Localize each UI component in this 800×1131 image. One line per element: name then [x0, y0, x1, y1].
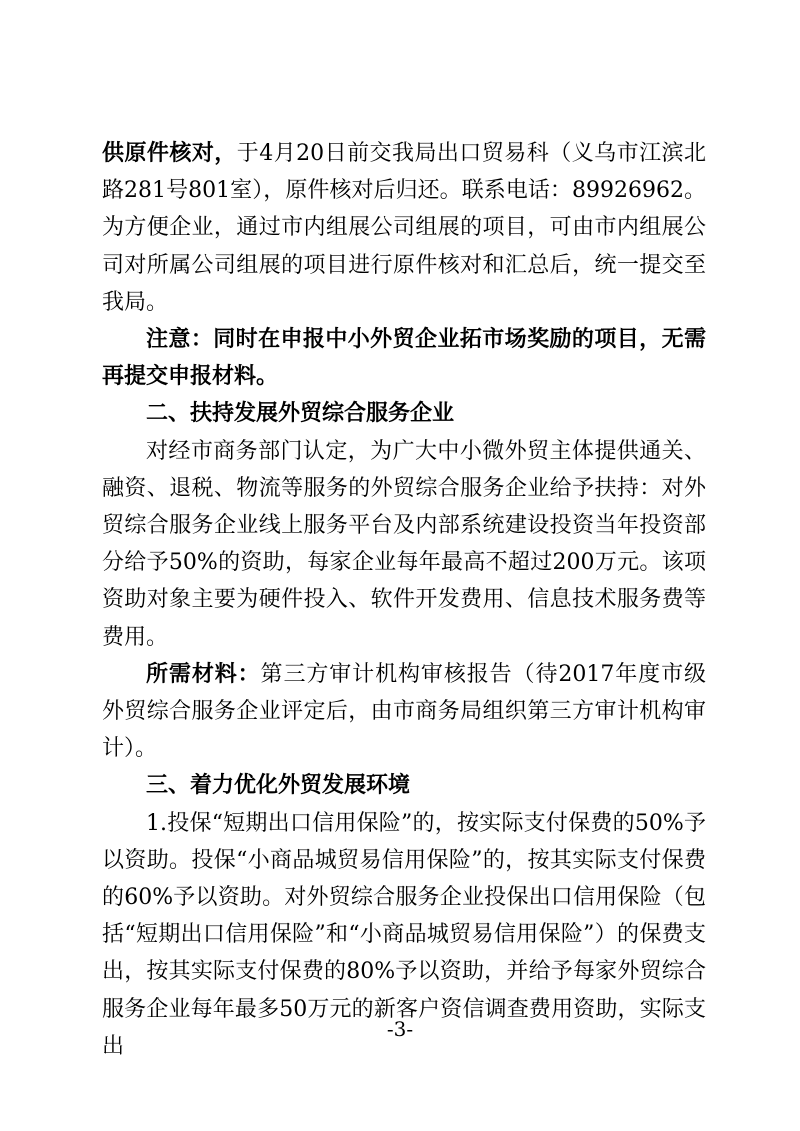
paragraph-original-verification: [102, 135, 706, 321]
page-number: -3-: [386, 1017, 414, 1041]
paragraph-support-details: 对经市商务部门认定，为广大中小微外贸主体提供通关、融资、退税、物流等服务的外贸综合服务企业给予扶持：对外贸综合服务企业线上服务平台及内部系统建设投资当年投资部分给予50%的资助，每家企业每年最高不超过200万元。该项资助对象主要为硬件投入、软件开发费用、信息技术服务费等费用。: [102, 438, 706, 650]
section-heading-trade-environment: 三、着力优化外贸发展环境: [146, 773, 411, 799]
paragraph-bold-lead: 所需材料：: [146, 661, 261, 687]
paragraph-text: 第三方审计机构审核报告（待2017年度市级外贸综合服务企业评定后，由市商务局组织第三方审计机构审计）。: [102, 661, 706, 762]
paragraph-notice: 注意：同时在申报中小外贸企业拓市场奖励的项目，无需再提交申报材料。: [102, 327, 706, 390]
paragraph-bold-lead: 供原件核对，: [102, 141, 237, 166]
section-heading-foreign-trade-service: 二、扶持发展外贸综合服务企业: [146, 401, 455, 427]
paragraph-text: 于4月20日前交我局出口贸易科（义乌市江滨北路281号801室），原件核对后归还。联系电话：89926962。为方便企业，通过市内组展公司组展的项目，可由市内组展公司对所属公司组展的项目进行原件核对和汇总后，统一提交至我局。: [102, 141, 706, 315]
paragraph-required-materials: [102, 656, 706, 768]
document-body: [102, 135, 706, 1065]
paragraph-credit-insurance: 1.投保“短期出口信用保险”的，按实际支付保费的50%予以资助。投保“小商品城贸易信用保险”的，按其实际支付保费的60%予以资助。对外贸综合服务企业投保出口信用保险（包括“短期出口信用保险”和“小商品城贸易信用保险”）的保费支出，按其实际支付保费的80%予以资助，并给予每家外贸综合服务企业每年最多50万元的新客户资信调查费用资助，实际支出: [102, 810, 706, 1059]
